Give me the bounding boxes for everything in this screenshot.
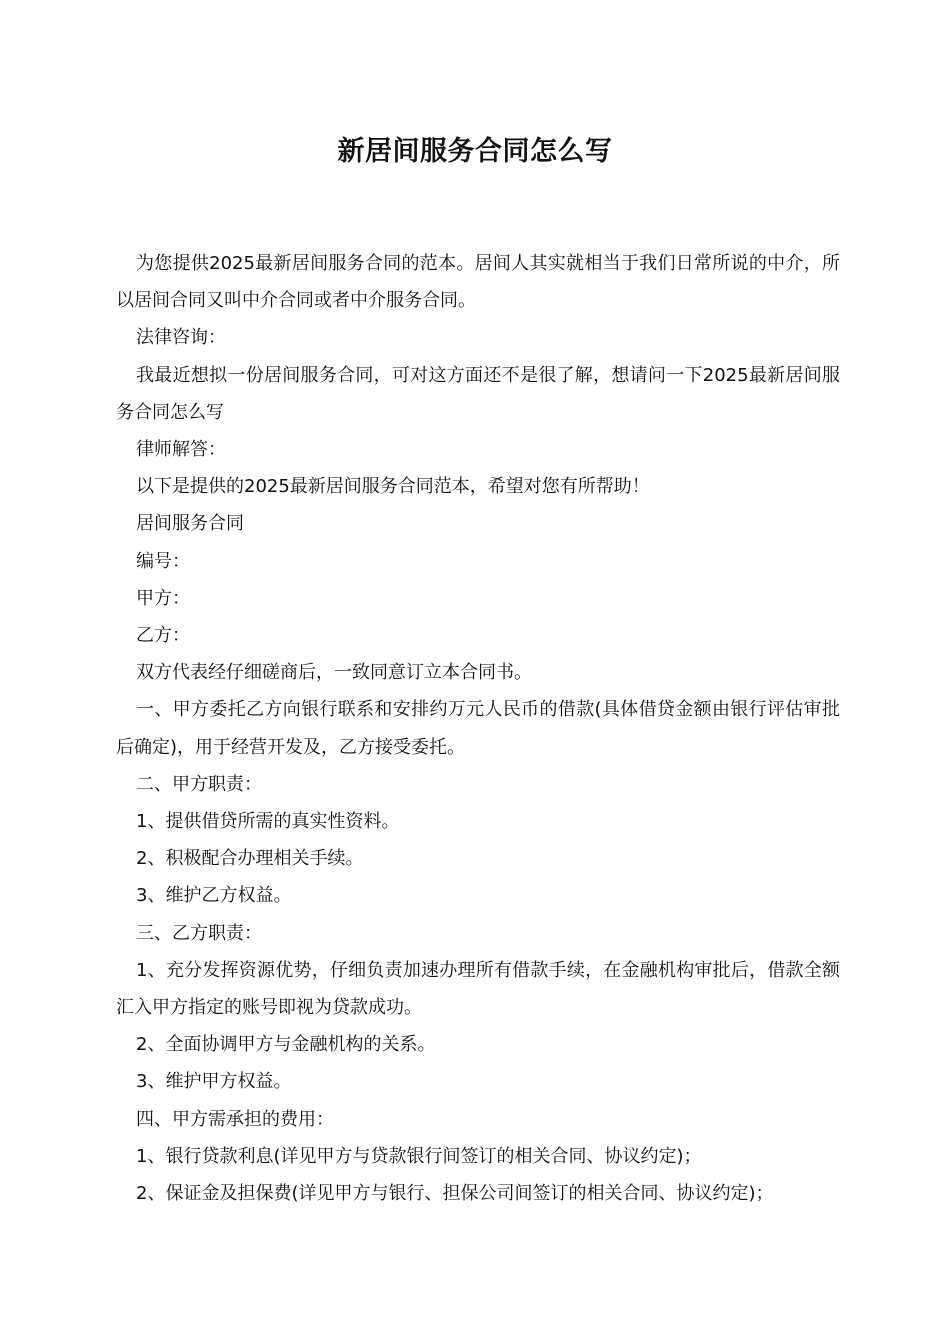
document-body [116,245,840,1212]
agreement-paragraph: 双方代表经仔细磋商后，一致同意订立本合同书。 [136,662,532,684]
clause-4-item-1: 1、银行贷款利息(详见甲方与贷款银行间签订的相关合同、协议约定)； [136,1145,702,1167]
legal-consultation-heading: 法律咨询： [136,327,226,349]
clause-3-item-2: 2、全面协调甲方与金融机构的关系。 [136,1034,436,1056]
party-a-line: 甲方： [136,587,190,609]
clause-3-item-3: 3、维护甲方权益。 [136,1071,292,1093]
document-title: 新居间服务合同怎么写 [337,136,613,167]
answer-paragraph: 以下是提供的2025最新居间服务合同范本，希望对您有所帮助！ [136,476,650,498]
party-b-line: 乙方： [136,625,190,647]
clause-4-item-2: 2、保证金及担保费(详见甲方与银行、担保公司间签订的相关合同、协议约定)； [136,1183,774,1205]
clause-2-item-3: 3、维护乙方权益。 [136,885,292,907]
clause-3-heading: 三、乙方职责： [136,922,262,944]
clause-2-heading: 二、甲方职责： [136,773,262,795]
question-paragraph: 我最近想拟一份居间服务合同，可对这方面还不是很了解，想请问一下2025最新居间服务合同怎么写 [116,364,840,423]
clause-2-item-2: 2、积极配合办理相关手续。 [136,848,364,870]
clause-3-item-1: 1、充分发挥资源优势，仔细负责加速办理所有借款手续，在金融机构审批后，借款全额汇入甲方指定的账号即视为贷款成功。 [116,959,840,1019]
clause-1: 一、甲方委托乙方向银行联系和安排约万元人民币的借款(具体借贷金额由银行评估审批后确定)，用于经营开发及，乙方接受委托。 [116,699,840,758]
contract-title-line: 居间服务合同 [136,513,244,535]
lawyer-answer-heading: 律师解答： [136,439,226,461]
contract-number-line: 编号： [136,550,190,572]
clause-2-item-1: 1、提供借贷所需的真实性资料。 [136,811,400,833]
intro-paragraph: 为您提供2025最新居间服务合同的范本。居间人其实就相当于我们日常所说的中介，所以居间合同又叫中介合同或者中介服务合同。 [116,253,840,312]
clause-4-heading: 四、甲方需承担的费用： [136,1108,334,1130]
